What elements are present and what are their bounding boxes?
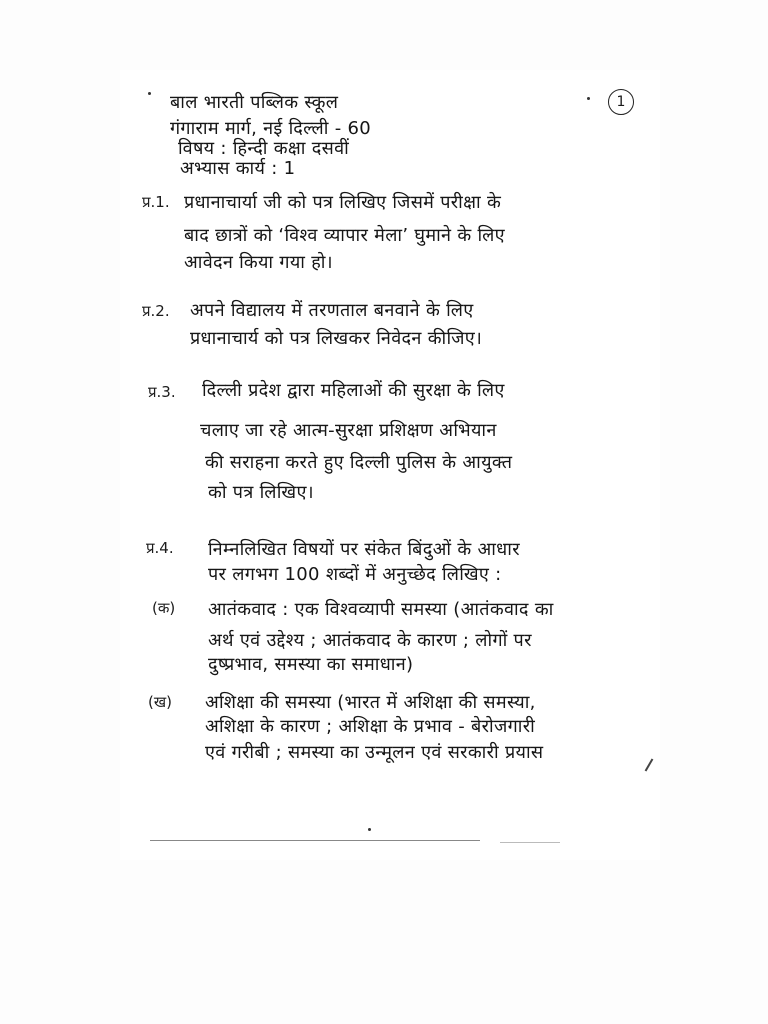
question-line: चलाए जा रहे आत्म-सुरक्षा प्रशिक्षण अभियान bbox=[200, 420, 497, 441]
topic-line: अशिक्षा की समस्या (भारत में अशिक्षा की समस्या, bbox=[205, 692, 536, 713]
scan-speck bbox=[368, 828, 371, 831]
school-address: गंगाराम मार्ग, नई दिल्ली - 60 bbox=[170, 118, 372, 139]
pen-mark bbox=[587, 97, 590, 100]
page-number: 1 bbox=[616, 94, 626, 110]
question-number: प्र.1. bbox=[142, 193, 170, 211]
question-line: निम्नलिखित विषयों पर संकेत बिंदुओं के आधार bbox=[208, 539, 520, 560]
scan-line bbox=[150, 840, 480, 841]
topic-line: अशिक्षा के कारण ; अशिक्षा के प्रभाव - बेरोजगारी bbox=[205, 716, 536, 737]
question-line: प्रधानाचार्य को पत्र लिखकर निवेदन कीजिए। bbox=[190, 328, 483, 349]
page-number-circle bbox=[608, 89, 634, 115]
subject-line: विषय : हिन्दी कक्षा दसवीं bbox=[178, 138, 350, 159]
question-line: दिल्ली प्रदेश द्वारा महिलाओं की सुरक्षा के लिए bbox=[202, 380, 505, 401]
topic-line: एवं गरीबी ; समस्या का उन्मूलन एवं सरकारी प्रयास bbox=[205, 742, 544, 763]
topic-line: अर्थ एवं उद्देश्य ; आतंकवाद के कारण ; लोगों पर bbox=[208, 630, 532, 651]
question-line: पर लगभग 100 शब्दों में अनुच्छेद लिखिए : bbox=[208, 564, 502, 585]
question-line: आवेदन किया गया हो। bbox=[184, 252, 333, 273]
question-line: बाद छात्रों को ‘विश्व व्यापार मेला’ घुमाने के लिए bbox=[184, 225, 505, 246]
question-line: अपने विद्यालय में तरणताल बनवाने के लिए bbox=[190, 300, 474, 321]
question-number: प्र.4. bbox=[146, 539, 174, 557]
school-name: बाल भारती पब्लिक स्कूल bbox=[170, 92, 339, 113]
topic-line: दुष्प्रभाव, समस्या का समाधान) bbox=[208, 654, 414, 675]
question-number: प्र.3. bbox=[148, 383, 176, 401]
topic-label: (ख) bbox=[148, 693, 172, 711]
topic-line: आतंकवाद : एक विश्वव्यापी समस्या (आतंकवाद का bbox=[208, 599, 554, 620]
pen-mark bbox=[148, 92, 151, 95]
topic-label: (क) bbox=[152, 599, 176, 617]
question-number: प्र.2. bbox=[142, 302, 170, 320]
assignment-line: अभ्यास कार्य : 1 bbox=[180, 158, 296, 179]
question-line: को पत्र लिखिए। bbox=[208, 482, 314, 503]
question-line: की सराहना करते हुए दिल्ली पुलिस के आयुक्त bbox=[205, 452, 513, 473]
scan-line bbox=[500, 842, 560, 843]
question-line: प्रधानाचार्या जी को पत्र लिखिए जिसमें परीक्षा के bbox=[184, 192, 502, 213]
